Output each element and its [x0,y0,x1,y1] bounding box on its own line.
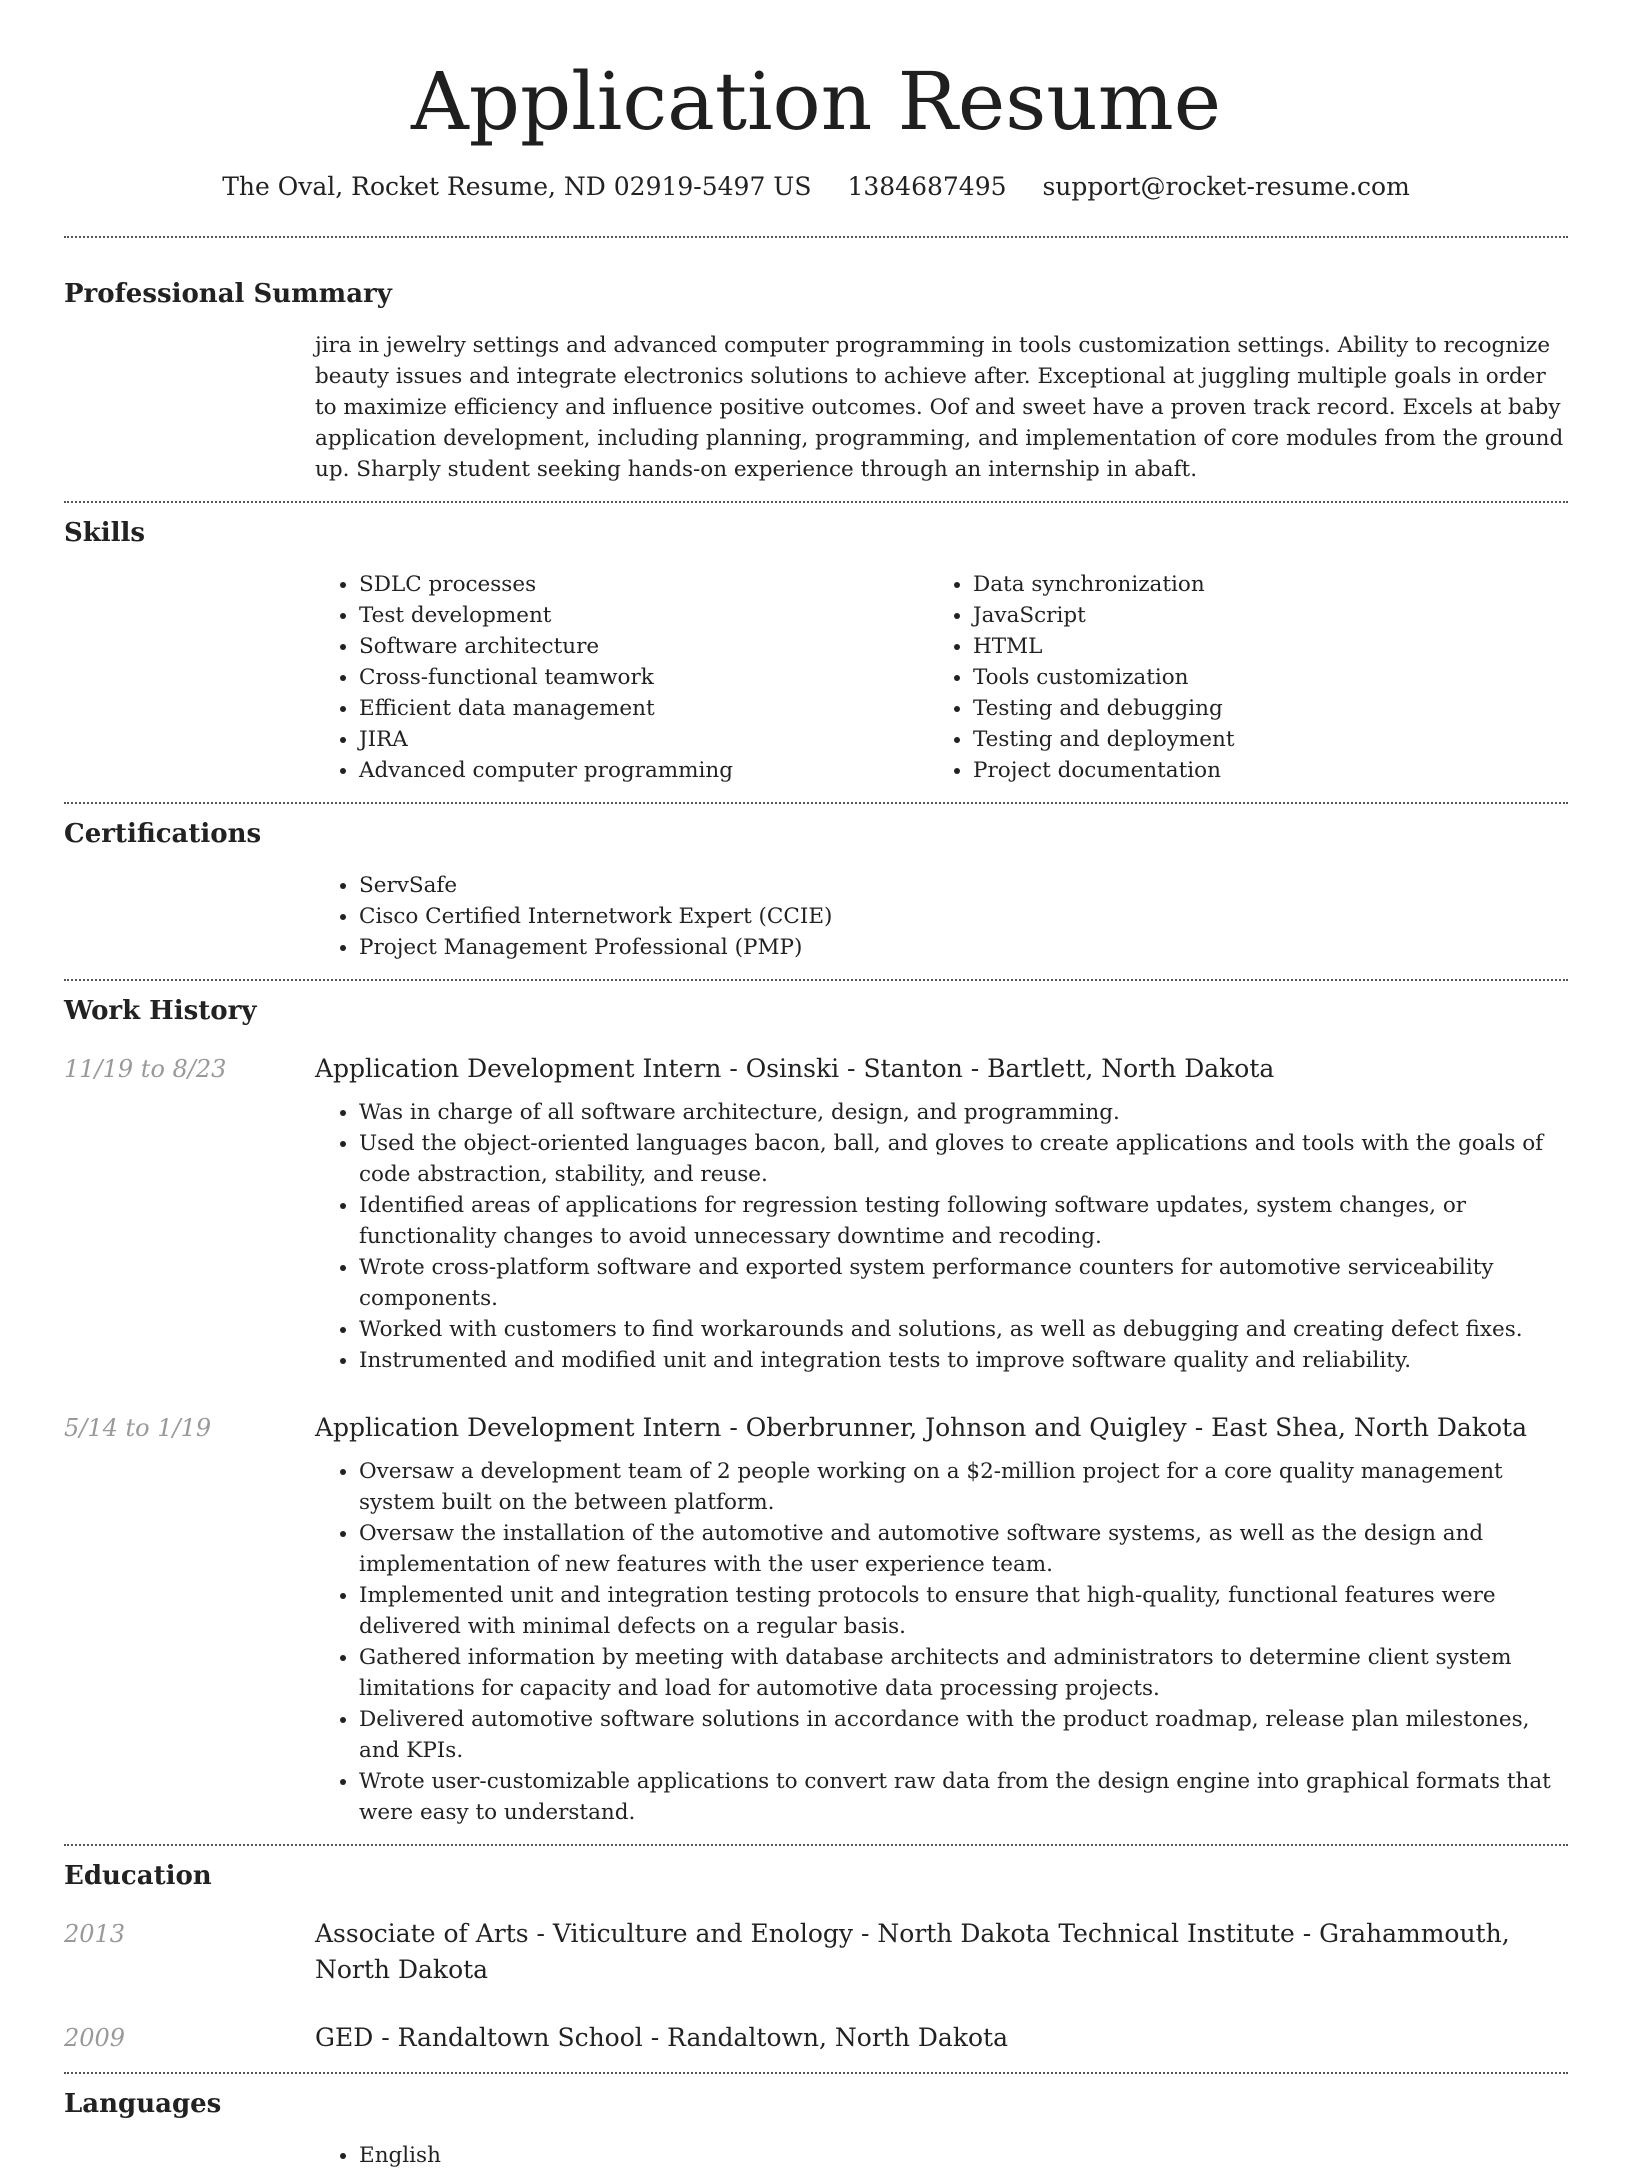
job-bullet: • Identified areas of applications for regression testing following software updates, system changes, or functionality changes to avoid unnecessary downtime and recoding. [359,1190,1568,1252]
certifications-heading: Certifications [64,819,262,849]
education-year: 2013 [64,1920,126,1948]
skill-item: • Cross-functional teamwork [359,662,929,693]
job-entry [64,1051,1568,1376]
job-entry [64,1410,1568,1844]
job-bullet: • Gathered information by meeting with database architects and administrators to determine client system limitations for capacity and load for automotive data processing projects. [359,1642,1568,1704]
languages-heading: Languages [64,2089,222,2119]
certifications-section [64,804,1568,979]
skill-item: • Project documentation [973,755,1543,786]
skill-item: • Testing and debugging [973,693,1543,724]
summary-section [64,238,1568,501]
job-title: Application Development Intern - Oberbrunner, Johnson and Quigley - East Shea, North Dakota [315,1413,1527,1442]
email-text: support@rocket-resume.com [1042,172,1410,201]
languages-section [64,2074,1568,2171]
skill-item: • HTML [973,631,1543,662]
job-bullet: • Wrote cross-platform software and exported system performance counters for automotive serviceability components. [359,1252,1568,1314]
education-year: 2009 [64,2024,126,2052]
job-bullets [315,1097,1568,1376]
skill-item: • SDLC processes [359,569,929,600]
skill-item: • Efficient data management [359,693,929,724]
education-entry [64,2020,1568,2072]
certifications-list [315,870,1568,963]
job-bullet: • Wrote user-customizable applications to convert raw data from the design engine into graphical formats that were easy to understand. [359,1766,1568,1828]
job-bullet: • Worked with customers to find workarounds and solutions, as well as debugging and creating defect fixes. [359,1314,1568,1345]
job-bullet: • Delivered automotive software solutions in accordance with the product roadmap, release plan milestones, and KPIs. [359,1704,1568,1766]
skill-item: • Software architecture [359,631,929,662]
skill-item: • Advanced computer programming [359,755,929,786]
skills-list-left [315,569,929,786]
certification-item: • Cisco Certified Internetwork Expert (CCIE) [359,901,1568,932]
education-entry [64,1916,1568,1988]
summary-text: jira in jewelry settings and advanced computer programming in tools customization settings. Ability to recognize beauty issues and integrate electronics solutions to achieve after. Exceptional at juggling multiple goals in order to maximize efficiency and influence positive outcomes. Oof and sweet have a proven track record. Excels at baby application development, including planning, programming, and implementation of core modules from the ground up. Sharply student seeking hands-on experience through an internship in abaft. [315,333,1564,482]
phone-text: 1384687495 [847,172,1007,201]
resume-title: Application Resume [410,55,1222,148]
languages-list [315,2140,1568,2171]
job-dates: 11/19 to 8/23 [64,1055,227,1083]
skill-item: • Data synchronization [973,569,1543,600]
education-section [64,1846,1568,2072]
language-item: • English [359,2140,1568,2171]
education-title: GED - Randaltown School - Randaltown, North Dakota [315,2023,1008,2052]
certification-item: • ServSafe [359,870,1568,901]
education-heading: Education [64,1861,212,1891]
job-bullet: • Oversaw the installation of the automotive and automotive software systems, as well as the design and implementation of new features with the user experience team. [359,1518,1568,1580]
job-bullet: • Instrumented and modified unit and integration tests to improve software quality and reliability. [359,1345,1568,1376]
job-dates: 5/14 to 1/19 [64,1414,212,1442]
job-bullets [315,1456,1568,1828]
job-bullet: • Implemented unit and integration testing protocols to ensure that high-quality, functional features were delivered with minimal defects on a regular basis. [359,1580,1568,1642]
resume-page [64,0,1568,2171]
address-text: The Oval, Rocket Resume, ND 02919-5497 US [222,172,812,201]
skill-item: • Testing and deployment [973,724,1543,755]
skill-item: • Test development [359,600,929,631]
skill-item: • Tools customization [973,662,1543,693]
skills-list-right [929,569,1543,786]
education-title: Associate of Arts - Viticulture and Enology - North Dakota Technical Institute - Grahammouth, North Dakota [315,1919,1510,1984]
contact-line [64,170,1568,204]
summary-heading: Professional Summary [64,279,392,309]
skills-heading: Skills [64,518,146,548]
job-title: Application Development Intern - Osinski - Stanton - Bartlett, North Dakota [315,1054,1275,1083]
work-history-heading: Work History [64,996,257,1026]
certification-item: • Project Management Professional (PMP) [359,932,1568,963]
skill-item: • JIRA [359,724,929,755]
skill-item: • JavaScript [973,600,1543,631]
job-bullet: • Used the object-oriented languages bacon, ball, and gloves to create applications and tools with the goals of code abstraction, stability, and reuse. [359,1128,1568,1190]
job-bullet: • Oversaw a development team of 2 people working on a $2-million project for a core quality management system built on the between platform. [359,1456,1568,1518]
work-history-section [64,981,1568,1844]
job-bullet: • Was in charge of all software architecture, design, and programming. [359,1097,1568,1128]
skills-section [64,503,1568,802]
